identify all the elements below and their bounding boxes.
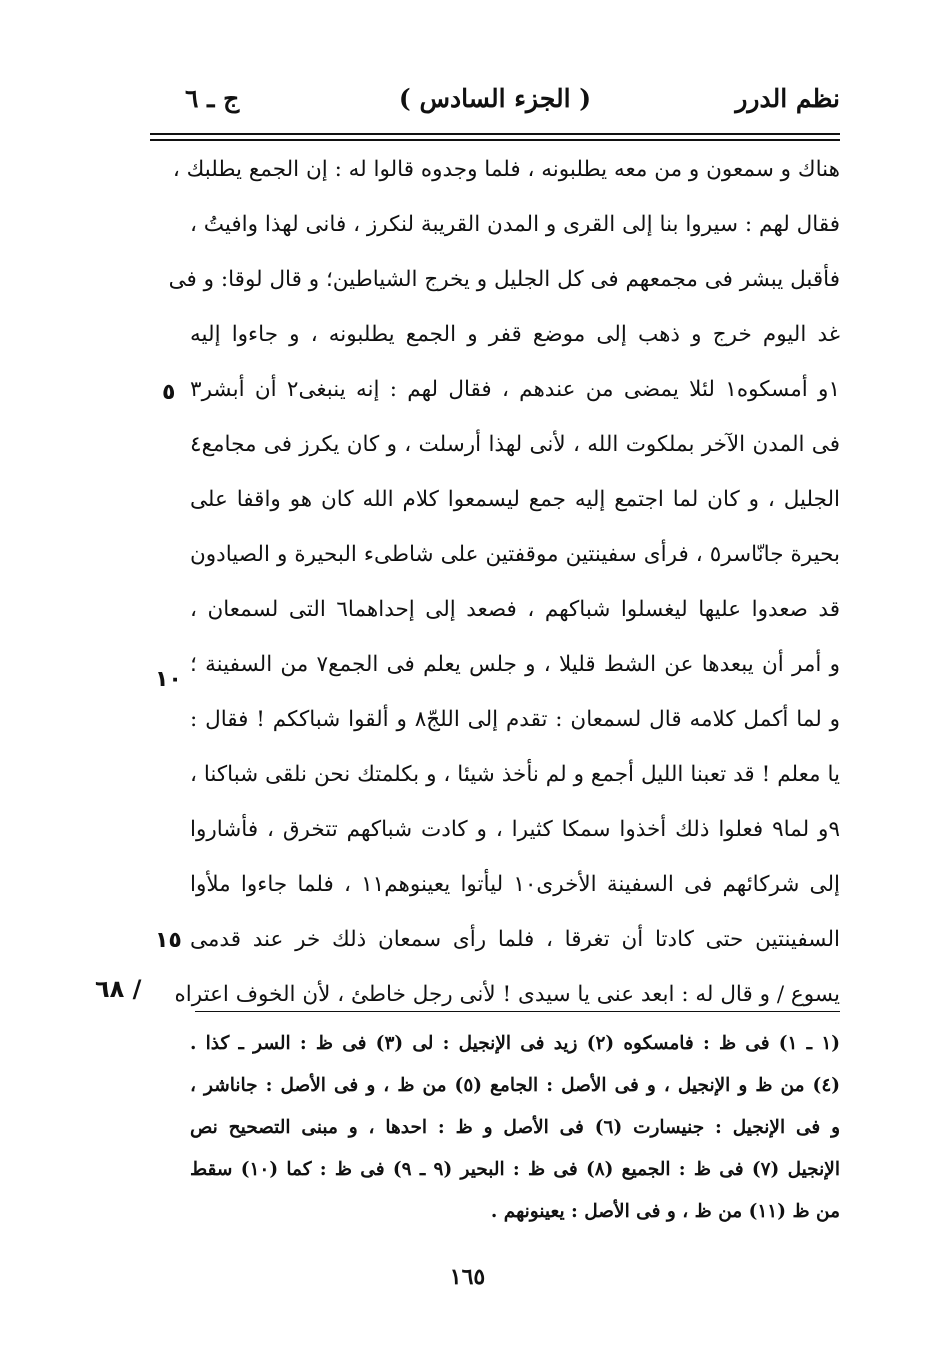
page-number: ١٦٥ — [449, 1264, 486, 1290]
line-number: ٥ — [162, 380, 176, 405]
book-title: نظم الدرر — [735, 84, 840, 113]
part-title: ( الجزء السادس ) — [398, 84, 592, 113]
text-line: غد اليوم خرج و ذهب إلى موضع قفر و الجمع يطلبونه ، و جاءوا إليه — [190, 322, 840, 347]
text-line: الجليل ، و كان لما اجتمع إليه جمع ليسمعوا كلام الله كان هو واقفا على — [190, 487, 840, 512]
text-line: و أمر أن يبعدها عن الشط قليلا ، و جلس يعلم فى الجمع٧ من السفينة ؛ — [190, 652, 840, 677]
header-rule-bottom — [150, 139, 840, 141]
text-line: ٩و لما٩ فعلوا ذلك أخذوا سمكا كثيرا ، و كادت شباكهم تتخرق ، فأشاروا — [190, 817, 840, 842]
text-line: فأقبل يبشر فى مجمعهم فى كل الجليل و يخرج الشياطين؛ و قال لوقا: و فى — [168, 267, 840, 292]
text-line: فقال لهم : سيروا بنا إلى القرى و المدن القريبة لنكرز ، فانى لهذا وافيتُ ، — [190, 212, 840, 237]
line-number: ١٠ — [155, 667, 182, 692]
margin-folio-marker: / ٦٨ — [95, 975, 142, 1003]
text-line: فى المدن الآخر بملكوت الله ، لأنى لهذا أرسلت ، و كان يكرز فى مجامع٤ — [190, 432, 840, 457]
header-rule-top — [150, 133, 840, 135]
text-line: و لما أكمل كلامه قال لسمعان : تقدم إلى اللجّ٨ و ألقوا شباككم ! فقال : — [190, 707, 840, 732]
line-number: ١٥ — [155, 928, 182, 953]
volume-label: ج ـ ٦ — [185, 84, 240, 113]
footnote-line: الإنجيل (٧) فى ظ : الجميع (٨) فى ظ : البحير (٩ ـ ٩) فى ظ : كما (١٠) سقط — [190, 1159, 840, 1180]
text-line: ١و أمسكوه١ لئلا يمضى من عندهم ، فقال لهم : إنه ينبغى٢ أن أبشر٣ — [190, 377, 840, 402]
text-line: يسوع / و قال له : ابعد عنى يا سيدى ! لأنى رجل خاطئ ، لأن الخوف اعتراه — [174, 982, 840, 1007]
text-line: قد صعدوا عليها ليغسلوا شباكهم ، فصعد إلى إحداهما٦ التى لسمعان ، — [190, 597, 840, 622]
footnote-line: (١ ـ ١) فى ظ : فامسكوه (٢) زيد فى الإنجيل : لى (٣) فى ظ : السر ـ كذا . — [190, 1033, 841, 1054]
text-line: بحيرة جانّاسر٥ ، فرأى سفينتين موقفتين على شاطىء البحيرة و الصيادون — [190, 542, 840, 567]
running-header — [150, 84, 840, 128]
text-line: هناك و سمعون و من معه يطلبونه ، فلما وجدوه قالوا له : إن الجمع يطلبك ، — [172, 157, 840, 182]
footnote-rule — [195, 1011, 840, 1012]
text-line: يا معلم ! قد تعبنا الليل أجمع و لم نأخذ شيئا ، و بكلمتك نحن نلقى شباكنا ، — [190, 762, 840, 787]
footnote-line: و فى الإنجيل : جنيسارت (٦) فى الأصل و ظ : احدها ، و مبنى التصحيح نص — [190, 1117, 840, 1138]
footnote-line: (٤) من ظ و الإنجيل ، و فى الأصل : الجامع (٥) من ظ ، و فى الأصل : جاناشر ، — [190, 1075, 841, 1096]
text-line: إلى شركائهم فى السفينة الأخرى١٠ ليأتوا يعينوهم١١ ، فلما جاءوا ملأوا — [190, 872, 840, 897]
text-line: السفينتين حتى كادتا أن تغرقا ، فلما رأى سمعان ذلك خر عند قدمى — [190, 927, 840, 952]
footnote-line: من ظ (١١) من ظ ، و فى الأصل : يعينونهم . — [490, 1201, 840, 1222]
